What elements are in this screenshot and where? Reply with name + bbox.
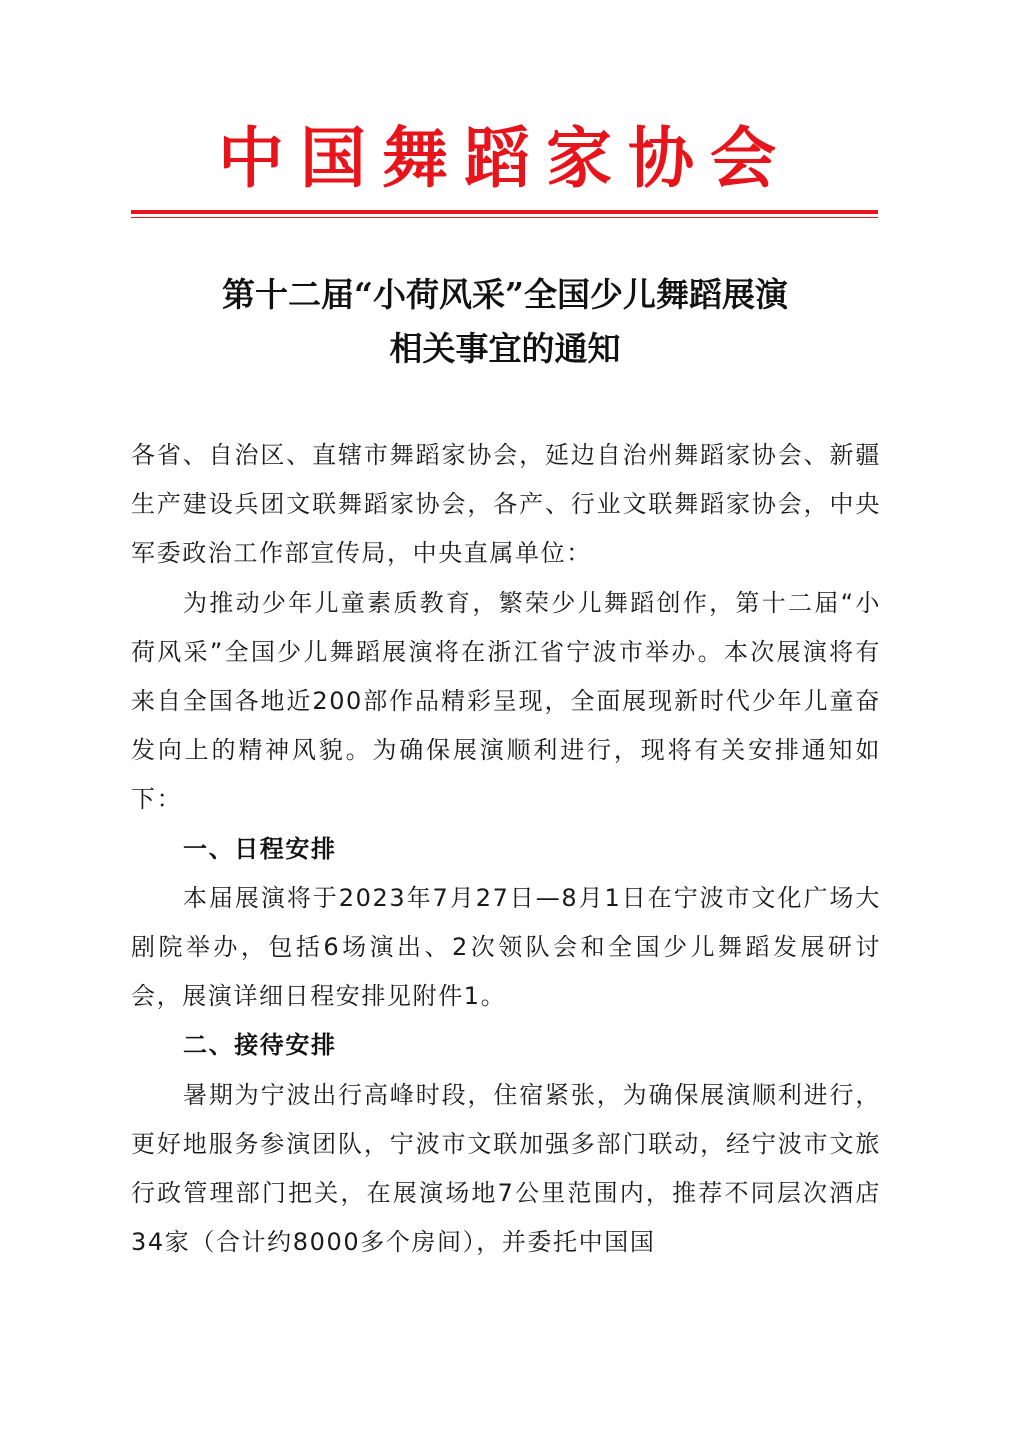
letterhead-divider-thin xyxy=(131,217,878,218)
intro-paragraph: 为推动少年儿童素质教育，繁荣少儿舞蹈创作，第十二届“小荷风采”全国少儿舞蹈展演将在浙江省宁波市举办。本次展演将有来自全国各地近200部作品精彩呈现，全面展现新时代少年儿童奋发向上的精神风貌。为确保展演顺利进行，现将有关安排通知如下： xyxy=(131,588,881,814)
notice-title-line-1: 第十二届“小荷风采”全国少儿舞蹈展演 xyxy=(222,275,788,314)
schedule-paragraph: 本届展演将于2023年7月27日—8月1日在宁波市文化广场大剧院举办，包括6场演出、2次领队会和全国少儿舞蹈发展研讨会，展演详细日程安排见附件1。 xyxy=(131,883,881,1011)
letterhead-divider-thick xyxy=(131,210,878,214)
recipients-paragraph: 各省、自治区、直辖市舞蹈家协会，延边自治州舞蹈家协会、新疆生产建设兵团文联舞蹈家协会，各产、行业文联舞蹈家协会，中央军委政治工作部宣传局，中央直属单位： xyxy=(131,441,881,568)
notice-title-line-2: 相关事宜的通知 xyxy=(389,329,621,368)
section-heading-reception: 二、接待安排 xyxy=(183,1031,337,1060)
section-heading-schedule: 一、日程安排 xyxy=(183,834,337,863)
reception-paragraph: 暑期为宁波出行高峰时段，住宿紧张，为确保展演顺利进行，更好地服务参演团队，宁波市文联加强多部门联动，经宁波市文旅行政管理部门把关，在展演场地7公里范围内，推荐不同层次酒店34家（合计约8000多个房间），并委托中国国 xyxy=(131,1080,881,1257)
letterhead-organization-name: 中国舞蹈家协会 xyxy=(218,119,792,197)
notice-body xyxy=(131,431,881,1267)
